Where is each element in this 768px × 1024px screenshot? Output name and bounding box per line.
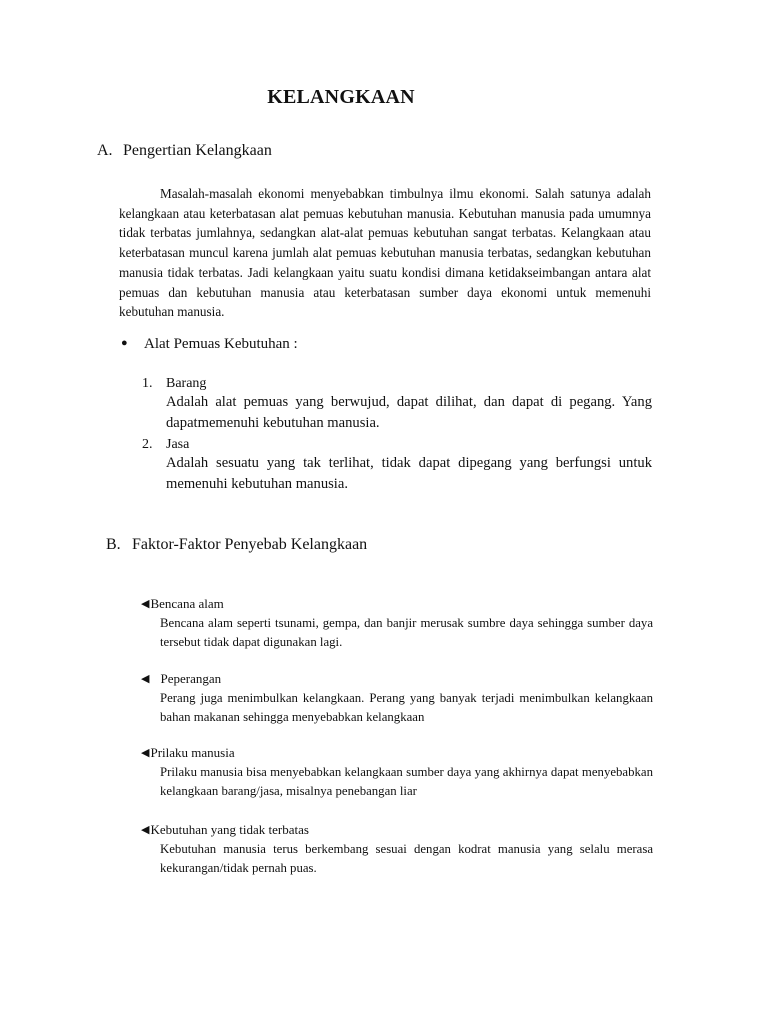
item-description: Adalah sesuatu yang tak terlihat, tidak dapat dipegang yang berfungsi untuk memenuhi kebutuhan manusia. — [166, 455, 652, 492]
item-label: Jasa — [166, 437, 190, 452]
item-number: 2. — [142, 437, 153, 452]
item-description: Adalah alat pemuas yang berwujud, dapat dilihat, dan dapat di pegang. Yang dapatmemenuhi kebutuhan manusia. — [166, 394, 652, 431]
factor-description: Kebutuhan manusia terus berkembang sesuai dengan kodrat manusia yang selalu merasa kekurangan/tidak pernah puas. — [160, 842, 653, 875]
arrow-left-icon: ◀ — [141, 673, 150, 685]
factor-description: Perang juga menimbulkan kelangkaan. Perang yang banyak terjadi menimbulkan kelangkaan bahan makanan sehingga menyebabkan kelangkaan — [160, 691, 653, 724]
factor-description: Bencana alam seperti tsunami, gempa, dan banjir merusak sumbre daya sehingga sumber daya tersebut tidak dapat digunakan lagi. — [160, 616, 653, 649]
section-a-paragraph: Masalah-masalah ekonomi menyebabkan timbulnya ilmu ekonomi. Salah satunya adalah kelangkaan atau keterbatasan alat pemuas kebutuhan manusia. Kebutuhan manusia pada umumnya tidak terbatas jumlahnya, sedangkan alat-alat pemuas kebutuhan sangat terbatas. Kelangkaan atau keterbatasan muncul karena jumlah alat pemuas kebutuhan manusia terbatas, sedangkan kebutuhan manusia tidak terbatas. Jadi kelangkaan yaitu suatu kondisi dimana ketidakseimbangan antara alat pemuas dan kebutuhan manusia atau keterbatasan sumber daya ekonomi untuk memenuhi kebutuhan manusia. — [119, 186, 651, 320]
item-label: Barang — [166, 376, 207, 391]
arrow-left-icon: ◀ — [141, 598, 150, 610]
section-b-title: Faktor-Faktor Penyebab Kelangkaan — [132, 536, 368, 553]
factor-item-bencana-alam — [141, 596, 653, 652]
item-number: 1. — [142, 376, 153, 391]
document-title: KELANGKAAN — [267, 86, 415, 108]
arrow-left-icon: ◀ — [141, 824, 150, 836]
bullet-label: Alat Pemuas Kebutuhan : — [144, 336, 298, 352]
section-a-marker: A. — [97, 142, 113, 159]
factor-label: Prilaku manusia — [150, 745, 235, 760]
numbered-item-jasa — [142, 437, 652, 495]
section-b-heading — [106, 536, 367, 554]
section-a-title: Pengertian Kelangkaan — [123, 142, 272, 159]
factor-item-prilaku-manusia — [141, 745, 653, 801]
arrow-left-icon: ◀ — [141, 747, 150, 759]
bullet-dot-icon: ● — [121, 337, 128, 349]
section-a-heading — [97, 142, 272, 160]
factor-label: Kebutuhan yang tidak terbatas — [150, 822, 309, 837]
bullet-item — [121, 336, 298, 353]
factor-description: Prilaku manusia bisa menyebabkan kelangkaan sumber daya yang akhirnya dapat menyebabkan kelangkaan barang/jasa, misalnya penebangan liar — [160, 765, 653, 798]
factor-item-peperangan — [141, 671, 653, 727]
numbered-item-barang — [142, 376, 652, 434]
factor-label: Bencana alam — [150, 596, 224, 611]
factor-item-kebutuhan — [141, 822, 653, 878]
section-b-marker: B. — [106, 536, 121, 553]
factor-label: Peperangan — [160, 671, 222, 686]
